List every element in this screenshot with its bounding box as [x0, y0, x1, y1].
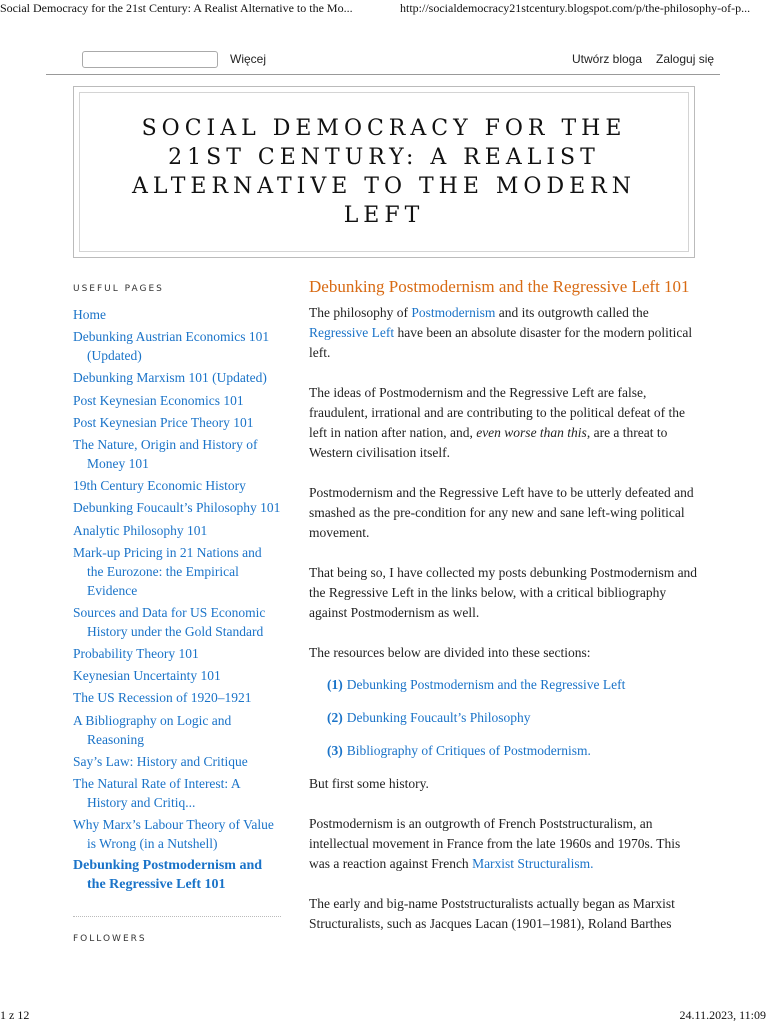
sidebar-page-link[interactable]: Say’s Law: History and Critique	[73, 753, 248, 769]
print-page-url: http://socialdemocracy21stcentury.blogspot.com/p/the-philosophy-of-p...	[400, 1, 751, 15]
text: The ideas of Postmodernism and the Regressive Left are false, fraudulent, irrational and are contributing to the political defeat of the left in nation after nation, and,	[309, 385, 685, 440]
sidebar-page-link[interactable]: Debunking Marxism 101 (Updated)	[73, 370, 267, 386]
sidebar	[73, 284, 281, 955]
text: Postmodernism is an outgrowth of French Poststructuralism, an intellectual movement in France from the late 1960s and 1970s. This was a reaction against French	[309, 816, 681, 871]
regressive-left-link[interactable]: Regressive Left	[309, 325, 395, 340]
section-label[interactable]: Debunking Foucault’s Philosophy	[346, 710, 531, 725]
more-link[interactable]: Więcej	[230, 52, 267, 66]
post	[309, 275, 699, 954]
sidebar-page-link[interactable]: Post Keynesian Economics 101	[73, 392, 244, 408]
post-paragraph	[309, 814, 699, 874]
post-paragraph: But first some history.	[309, 776, 429, 791]
post-paragraph: The early and big-name Poststructuralists actually began as Marxist Structuralists, such as Jacques Lacan (1901–1981), Roland Barthes	[309, 896, 675, 931]
marxist-structuralism-link[interactable]: Marxist Structuralism.	[472, 856, 594, 871]
section-label[interactable]: Debunking Postmodernism and the Regressive Left	[346, 677, 626, 692]
sidebar-page-link[interactable]: The Natural Rate of Interest: A History and Critiq...	[73, 776, 240, 810]
section-number: (1)	[327, 677, 343, 692]
sidebar-page-link[interactable]: Home	[73, 307, 106, 322]
emphasis-text: even worse than this	[476, 425, 587, 440]
print-datetime: 24.11.2023, 11:09	[679, 1008, 766, 1022]
section-number: (3)	[327, 743, 343, 758]
sidebar-page-link[interactable]: The US Recession of 1920–1921	[73, 690, 252, 706]
sidebar-page-link[interactable]: Keynesian Uncertainty 101	[73, 668, 221, 684]
sidebar-page-link[interactable]: A Bibliography on Logic and Reasoning	[73, 712, 232, 747]
section-number: (2)	[327, 710, 343, 725]
blog-header	[73, 86, 695, 258]
print-page-title: Social Democracy for the 21st Century: A Realist Alternative to the Mo...	[0, 1, 353, 15]
section-link[interactable]	[327, 708, 699, 728]
sidebar-divider	[73, 916, 281, 917]
sidebar-page-link[interactable]: Probability Theory 101	[73, 646, 199, 662]
postmodernism-link[interactable]: Postmodernism	[411, 305, 496, 320]
sidebar-page-link[interactable]: 19th Century Economic History	[73, 478, 246, 494]
blog-title[interactable]: SOCIAL DEMOCRACY FOR THE 21ST CENTURY: A REALIST ALTERNATIVE TO THE MODERN LEFT	[132, 116, 636, 228]
post-title: Debunking Postmodernism and the Regressive Left 101	[309, 277, 690, 296]
text: The philosophy of	[309, 305, 412, 320]
section-link[interactable]	[327, 741, 699, 761]
print-footer	[0, 1006, 768, 1024]
search-input[interactable]	[82, 51, 218, 68]
sections-list	[327, 675, 699, 761]
sidebar-page-link[interactable]: Mark-up Pricing in 21 Nations and the Eurozone: the Empirical Evidence	[73, 544, 262, 598]
post-paragraph	[309, 383, 699, 463]
print-header	[0, 0, 768, 18]
post-paragraph	[309, 303, 699, 363]
post-paragraph: Postmodernism and the Regressive Left have to be utterly defeated and smashed as the pre-condition for any new and sane left-wing political movement.	[309, 485, 694, 540]
useful-pages-list	[73, 305, 281, 894]
sidebar-page-link[interactable]: The Nature, Origin and History of Money 101	[73, 436, 258, 471]
sidebar-page-link[interactable]: Debunking Austrian Economics 101 (Updated)	[73, 329, 270, 364]
useful-pages-heading: USEFUL PAGES	[73, 284, 164, 294]
sidebar-page-link[interactable]: Analytic Philosophy 101	[73, 522, 208, 538]
post-paragraph: The resources below are divided into these sections:	[309, 645, 591, 660]
followers-heading: FOLLOWERS	[73, 934, 147, 945]
section-label[interactable]: Bibliography of Critiques of Postmodernism.	[346, 743, 591, 758]
login-link[interactable]: Zaloguj się	[656, 52, 715, 66]
post-paragraph: That being so, I have collected my posts debunking Postmodernism and the Regressive Left in the links below, with a critical bibliography against Postmodernism as well.	[309, 565, 698, 620]
text: and its outgrowth called the	[495, 305, 649, 320]
sidebar-page-link[interactable]: Sources and Data for US Economic History under the Gold Standard	[73, 604, 266, 639]
sidebar-page-link[interactable]: Why Marx’s Labour Theory of Value is Wrong (in a Nutshell)	[73, 817, 274, 852]
create-blog-link[interactable]: Utwórz bloga	[572, 52, 643, 66]
sidebar-page-link-current[interactable]: Debunking Postmodernism and the Regressive Left 101	[73, 858, 263, 893]
section-link[interactable]	[327, 675, 699, 695]
text: , are a threat to Western civilisation itself.	[309, 425, 668, 460]
text: have been an absolute disaster for the modern political left.	[309, 325, 693, 360]
blog-header-inner	[79, 92, 689, 252]
blogger-navbar	[46, 46, 720, 75]
sidebar-page-link[interactable]: Post Keynesian Price Theory 101	[73, 414, 254, 430]
sidebar-page-link[interactable]: Debunking Foucault’s Philosophy 101	[73, 500, 281, 516]
print-page-number: 1 z 12	[0, 1008, 30, 1022]
